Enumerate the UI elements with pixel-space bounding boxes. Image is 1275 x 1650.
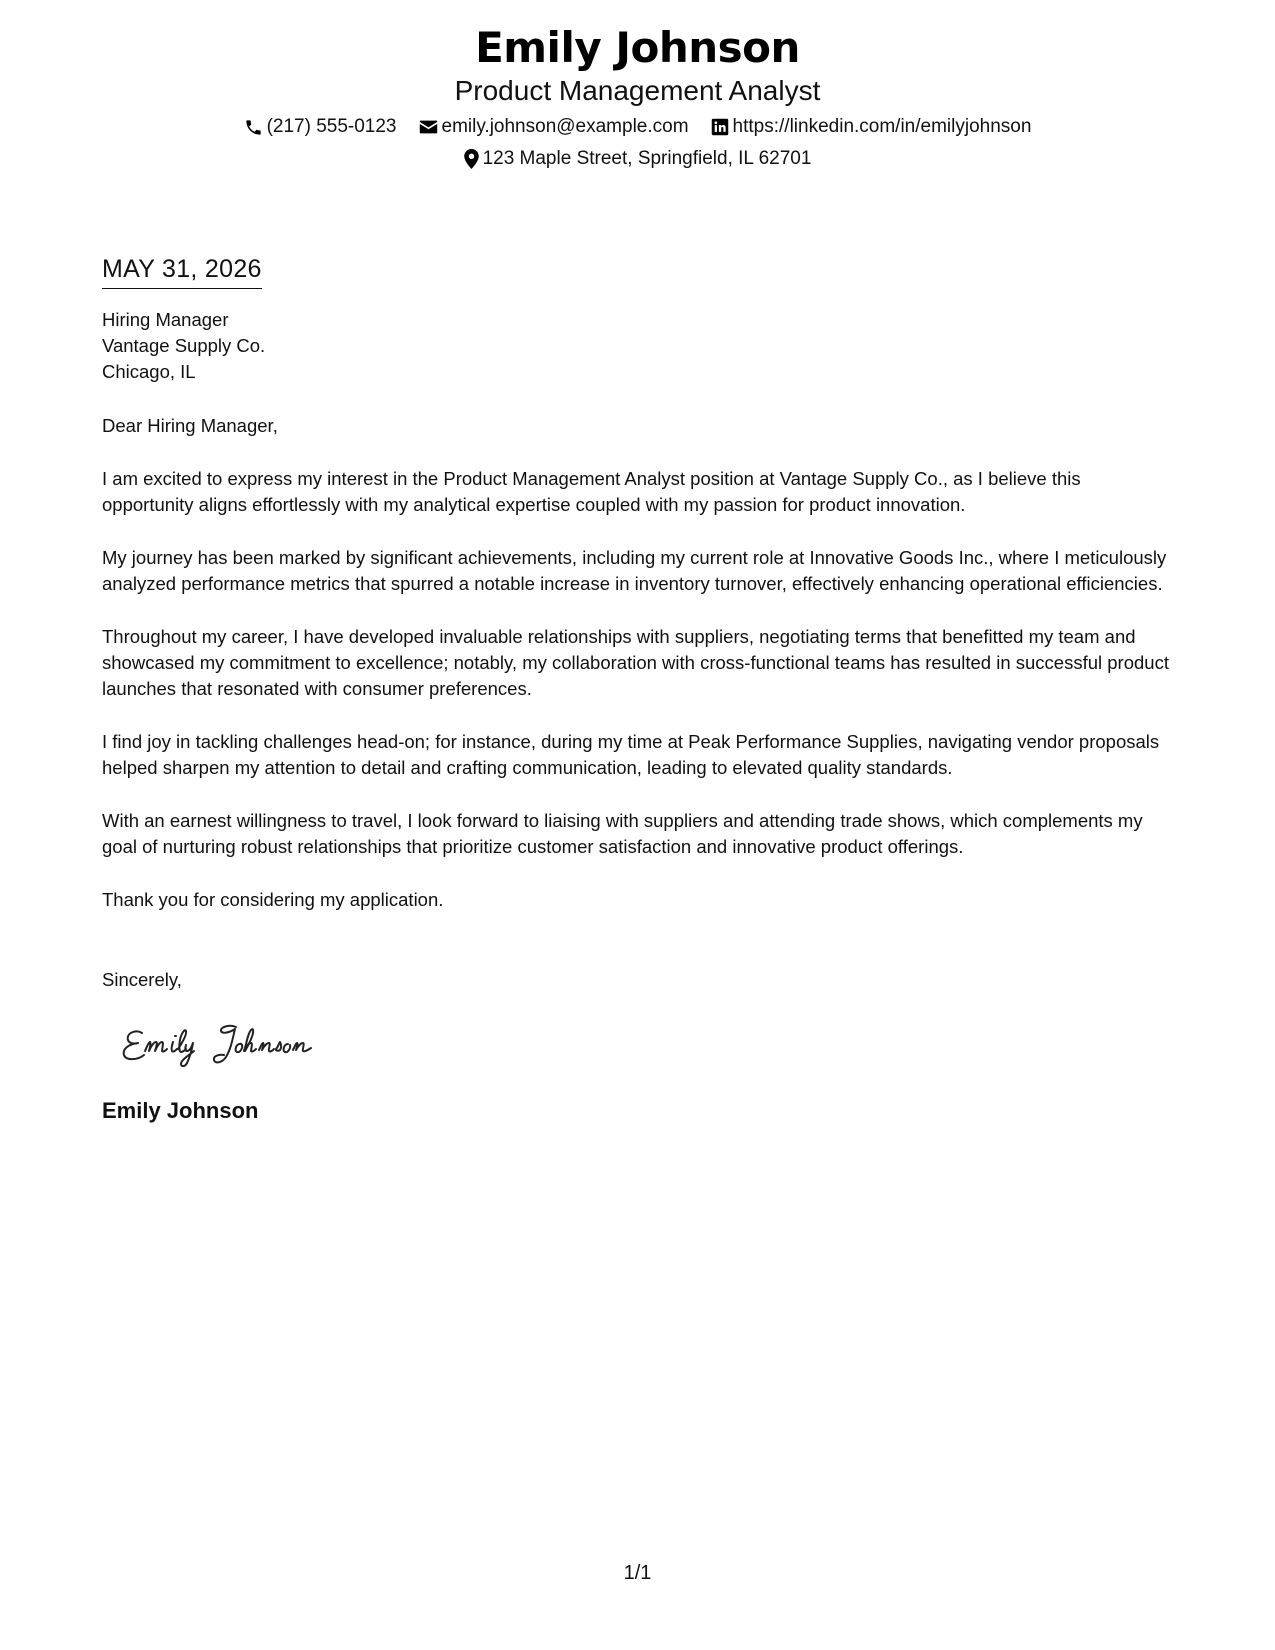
body-paragraph: I am excited to express my interest in the Product Management Analyst position at Vantage Supply Co., as I believe this opportunity aligns effortlessly with my analytical expertise coupled with my passion for product innovation. [102, 468, 1081, 515]
contact-email[interactable] [419, 114, 689, 140]
applicant-job-title: Product Management Analyst [454, 75, 821, 106]
letter-date: MAY 31, 2026 [102, 252, 262, 289]
linkedin-text[interactable]: https://linkedin.com/in/emilyjohnson [732, 116, 1032, 137]
phone-icon [244, 118, 263, 137]
recipient-line: Vantage Supply Co. [102, 335, 266, 356]
body-paragraph: My journey has been marked by significant achievements, including my current role at Innovative Goods Inc., where I meticulously analyzed performance metrics that spurred a notable increase in inventory turnover, effectively enhancing operational efficiencies. [102, 547, 1167, 594]
linkedin-icon [711, 118, 729, 136]
body-paragraph: I find joy in tackling challenges head-on; for instance, during my time at Peak Performance Supplies, navigating vendor proposals helped sharpen my attention to detail and crafting communication, leading to elevated quality standards. [102, 731, 1160, 778]
body-paragraph: With an earnest willingness to travel, I look forward to liaising with suppliers and attending trade shows, which complements my goal of nurturing robust relationships that prioritize customer satisfaction and innovative product offerings. [102, 810, 1143, 857]
phone-text: (217) 555-0123 [266, 116, 397, 137]
applicant-name: Emily Johnson [475, 23, 800, 72]
salutation: Dear Hiring Manager, [102, 415, 278, 436]
envelope-icon [419, 119, 438, 135]
contact-linkedin[interactable] [711, 114, 1032, 140]
contact-row-address [0, 146, 1275, 172]
handwritten-signature [118, 1015, 1177, 1075]
closing: Sincerely, [102, 969, 182, 990]
email-text[interactable]: emily.johnson@example.com [441, 116, 689, 137]
recipient-block [102, 307, 1177, 385]
letter-body [102, 252, 1177, 1125]
address-text: 123 Maple Street, Springfield, IL 62701 [482, 148, 812, 169]
contact-row-primary [0, 114, 1275, 140]
body-paragraph: Throughout my career, I have developed invaluable relationships with suppliers, negotiating terms that benefitted my team and showcased my commitment to excellence; notably, my collaboration with cross-functional teams has resulted in successful product launches that resonated with consumer preferences. [102, 626, 1169, 699]
recipient-line: Hiring Manager [102, 309, 229, 330]
body-paragraph: Thank you for considering my application. [102, 889, 444, 910]
map-pin-icon [464, 149, 479, 169]
letter-header [0, 22, 1275, 172]
contact-address [464, 146, 812, 172]
recipient-line: Chicago, IL [102, 361, 196, 382]
contact-phone [244, 114, 397, 140]
page-number: 1/1 [623, 1562, 652, 1584]
signer-name: Emily Johnson [102, 1098, 259, 1123]
